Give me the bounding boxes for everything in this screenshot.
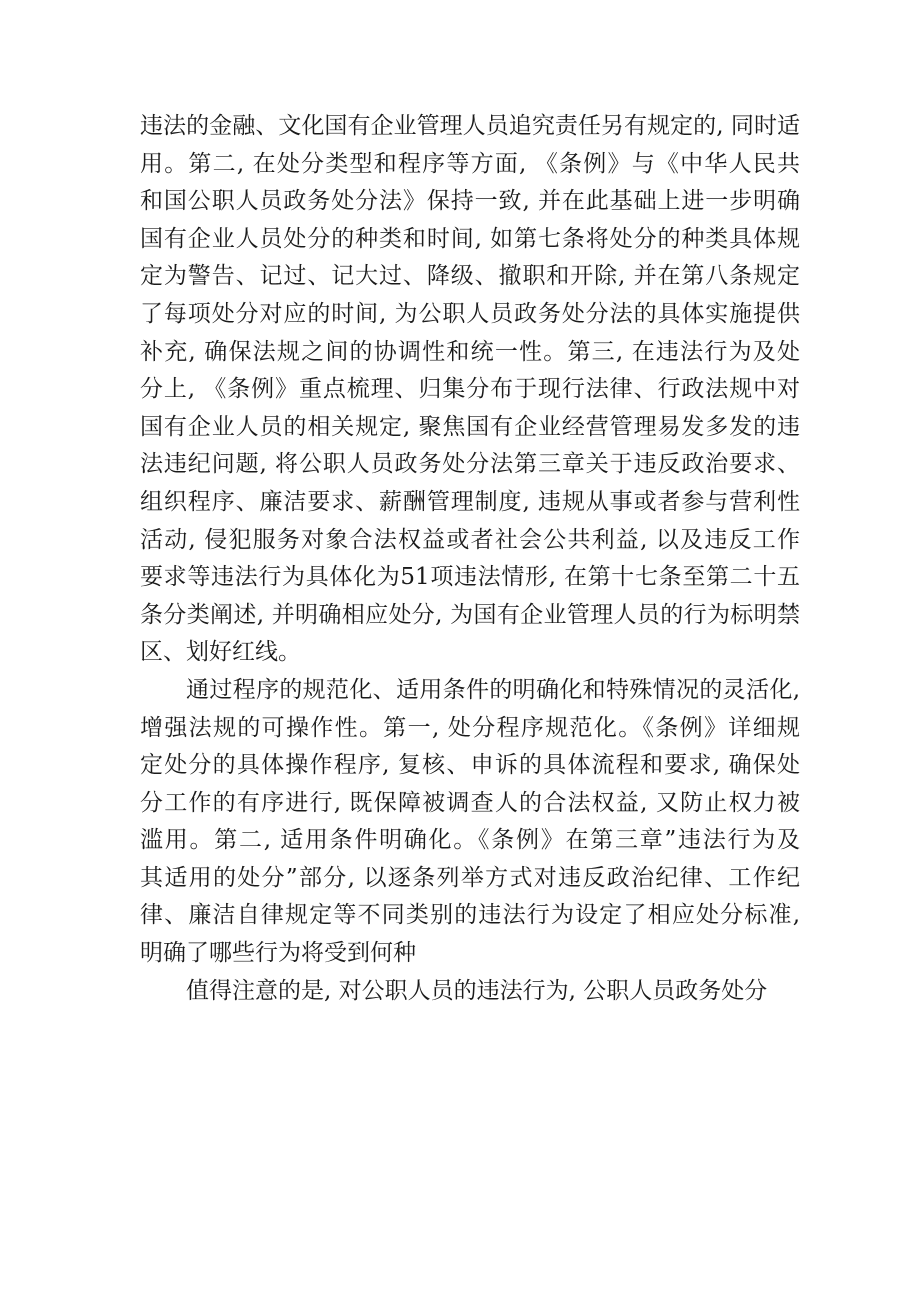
document-body <box>140 108 800 1010</box>
paragraph-2 <box>140 672 800 973</box>
paragraph-line: 分工作的有序进行, 既保障被调查人的合法权益, 又防止权力被 <box>140 789 800 816</box>
paragraph-line: 增强法规的可操作性。第一, 处分程序规范化。《条例》详细规 <box>140 714 800 741</box>
paragraph-line: 补充, 确保法规之间的协调性和统一性。第三, 在违法行为及处 <box>140 338 800 365</box>
paragraph-line: 和国公职人员政务处分法》保持一致, 并在此基础上进一步明确 <box>140 188 800 215</box>
paragraph-line: 活动, 侵犯服务对象合法权益或者社会公共利益, 以及违反工作 <box>140 526 800 553</box>
paragraph-line: 条分类阐述, 并明确相应处分, 为国有企业管理人员的行为标明禁 <box>140 601 800 628</box>
paragraph-line: 明确了哪些行为将受到何种 <box>140 940 416 967</box>
paragraph-line: 了每项处分对应的时间, 为公职人员政务处分法的具体实施提供 <box>140 300 800 327</box>
paragraph-line: 组织程序、廉洁要求、薪酬管理制度, 违规从事或者参与营利性 <box>140 488 800 515</box>
paragraph-line: 其适用的处分”部分, 以逐条列举方式对违反政治纪律、工作纪 <box>140 864 800 891</box>
paragraph-line: 定处分的具体操作程序, 复核、申诉的具体流程和要求, 确保处 <box>140 752 800 779</box>
paragraph-line: 值得注意的是, 对公职人员的违法行为, 公职人员政务处分 <box>186 977 768 1004</box>
paragraph-line: 定为警告、记过、记大过、降级、撤职和开除, 并在第八条规定 <box>140 263 800 290</box>
paragraph-line: 用。第二, 在处分类型和程序等方面, 《条例》与《中华人民共 <box>140 150 800 177</box>
paragraph-line: 违法的金融、文化国有企业管理人员追究责任另有规定的, 同时适 <box>140 113 800 139</box>
paragraph-line: 法违纪问题, 将公职人员政务处分法第三章关于违反政治要求、 <box>140 451 800 478</box>
paragraph-line: 通过程序的规范化、适用条件的明确化和特殊情况的灵活化, <box>186 676 800 703</box>
paragraph-3 <box>140 973 800 1011</box>
paragraph-line: 区、划好红线。 <box>140 639 301 666</box>
paragraph-line: 国有企业人员处分的种类和时间, 如第七条将处分的种类具体规 <box>140 225 800 252</box>
paragraph-line: 要求等违法行为具体化为51项违法情形, 在第十七条至第二十五 <box>140 564 800 591</box>
paragraph-line: 滥用。第二, 适用条件明确化。《条例》在第三章”违法行为及 <box>140 827 800 854</box>
paragraph-line: 国有企业人员的相关规定, 聚焦国有企业经营管理易发多发的违 <box>140 413 800 440</box>
paragraph-1 <box>140 108 800 672</box>
paragraph-line: 律、廉洁自律规定等不同类别的违法行为设定了相应处分标准, <box>140 902 800 929</box>
paragraph-line: 分上, 《条例》重点梳理、归集分布于现行法律、行政法规中对 <box>140 376 800 403</box>
